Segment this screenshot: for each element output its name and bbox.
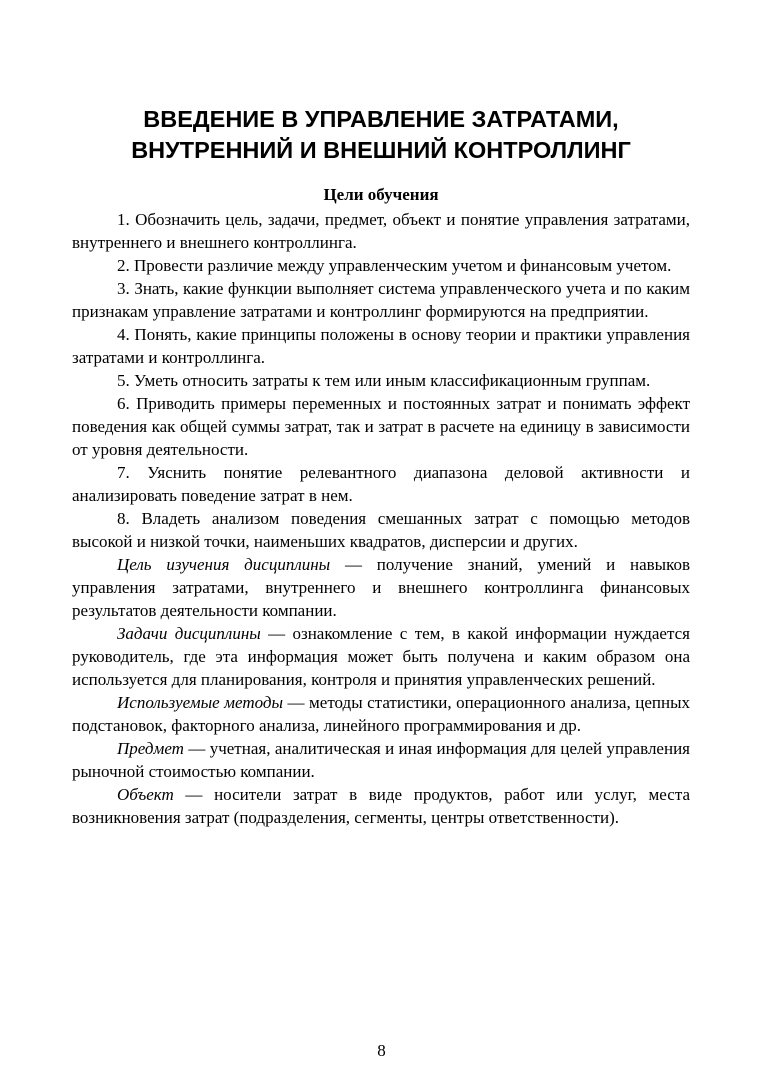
goal-item: 7. Уяснить понятие релевантного диапазона деловой активности и анализировать поведение затрат в нем.: [72, 463, 690, 505]
page-content: [72, 104, 690, 829]
chapter-title: [72, 104, 690, 166]
goal-item: 3. Знать, какие функции выполняет система управленческого учета и по каким признакам управление затратами и контроллинг формируются на предприятии.: [72, 279, 690, 321]
learning-goals-list: [72, 208, 690, 553]
goal-item: 6. Приводить примеры переменных и постоянных затрат и понимать эффект поведения как общей суммы затрат, так и затрат в расчете на единицу в зависимости от уровня деятельности.: [72, 394, 690, 459]
page-number: 8: [377, 1041, 386, 1060]
definition-text: — ознакомление с тем, в какой информации нуждается руководитель, где эта информация может быть получена и каким образом она используется для планирования, контроля и принятия управленческих решений.: [72, 624, 690, 689]
definition-text: — получение знаний, умений и навыков управления затратами, внутреннего и внешнего контроллинга финансовых результатов деятельности компании.: [72, 555, 690, 620]
definition-text: — методы статистики, операционного анализа, цепных подстановок, факторного анализа, линейного программирования и др.: [72, 693, 690, 735]
definition-discipline-goal: [72, 553, 690, 622]
definition-subject: [72, 737, 690, 783]
definition-object: [72, 783, 690, 829]
chapter-title-line-1: ВВЕДЕНИЕ В УПРАВЛЕНИЕ ЗАТРАТАМИ,: [143, 106, 619, 132]
definition-discipline-tasks: [72, 622, 690, 691]
goal-item: 2. Провести различие между управленческим учетом и финансовым учетом.: [117, 256, 672, 275]
definition-term: Используемые методы: [117, 693, 283, 712]
definition-term: Задачи дисциплины: [117, 624, 261, 643]
goal-item: 1. Обозначить цель, задачи, предмет, объект и понятие управления затратами, внутреннего и внешнего контроллинга.: [72, 210, 690, 252]
definition-term: Объект: [117, 785, 174, 804]
goal-item: 4. Понять, какие принципы положены в основу теории и практики управления затратами и контроллинга.: [72, 325, 690, 367]
definition-text: — учетная, аналитическая и иная информация для целей управления рыночной стоимостью компании.: [72, 739, 690, 781]
definition-term: Цель изучения дисциплины: [117, 555, 331, 574]
definition-text: — носители затрат в виде продуктов, работ или услуг, места возникновения затрат (подразделения, сегменты, центры ответственности).: [72, 785, 690, 827]
chapter-title-line-2: ВНУТРЕННИЙ И ВНЕШНИЙ КОНТРОЛЛИНГ: [131, 137, 631, 163]
definitions-list: [72, 553, 690, 829]
goal-item: 8. Владеть анализом поведения смешанных затрат с помощью методов высокой и низкой точки, наименьших квадратов, дисперсии и других.: [72, 509, 690, 551]
goal-item: 5. Уметь относить затраты к тем или иным классификационным группам.: [117, 371, 651, 390]
definition-term: Предмет: [117, 739, 184, 758]
definition-methods: [72, 691, 690, 737]
section-heading-learning-goals: Цели обучения: [323, 185, 439, 204]
